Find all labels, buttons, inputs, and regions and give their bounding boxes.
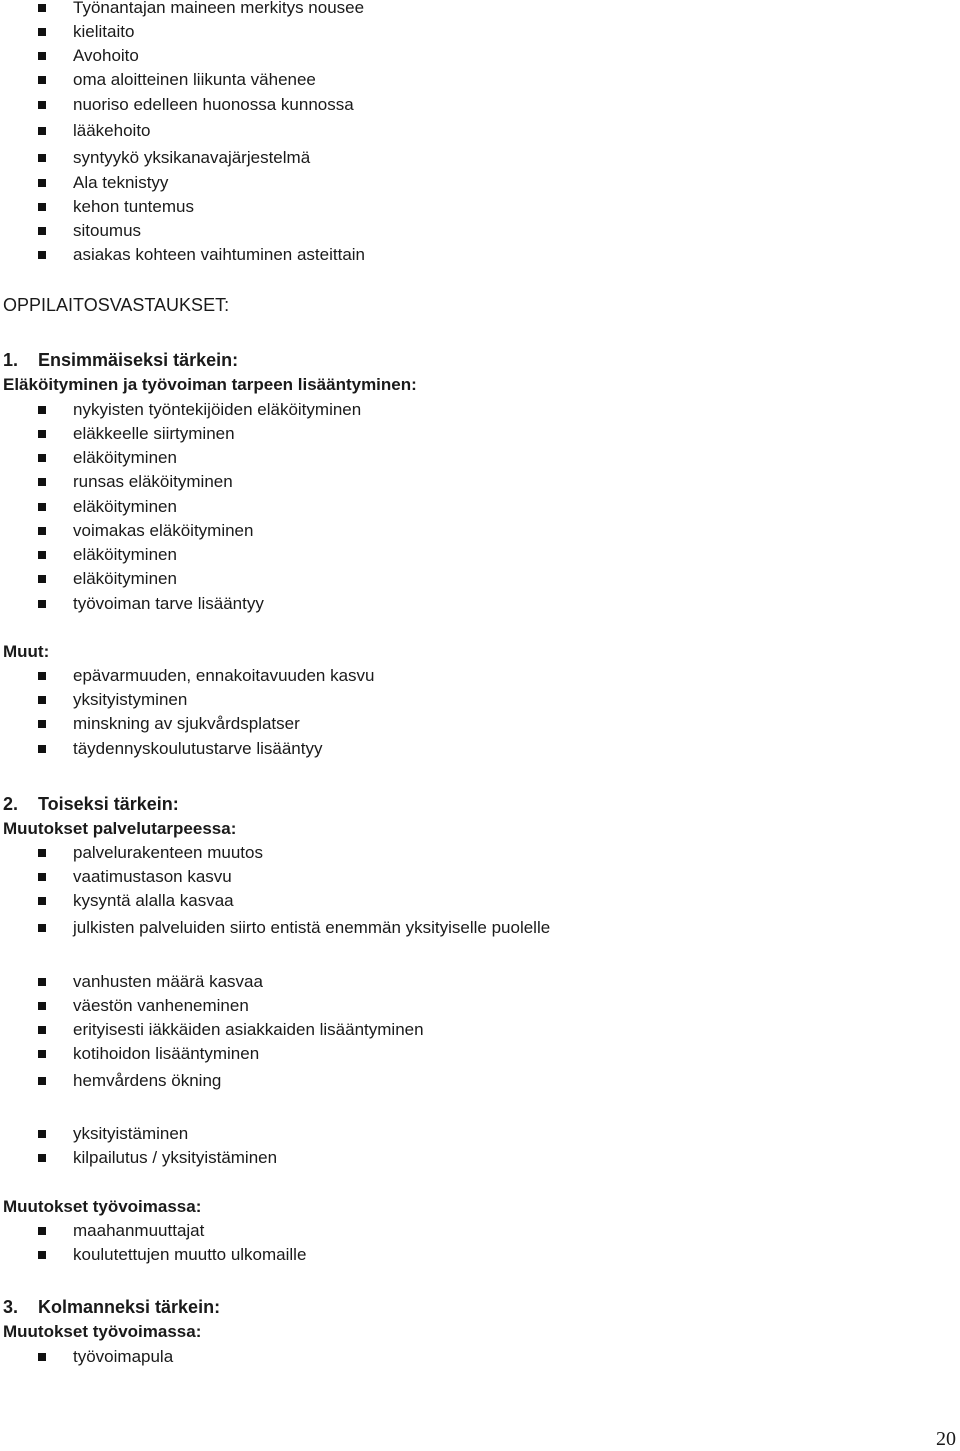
oppilaitos-heading: OPPILAITOSVASTAUKSET: bbox=[3, 295, 230, 315]
square-bullet-icon bbox=[38, 101, 46, 109]
square-bullet-icon bbox=[38, 203, 46, 211]
square-bullet-icon bbox=[38, 503, 46, 511]
page-number: 20 bbox=[936, 1428, 956, 1450]
square-bullet-icon bbox=[38, 478, 46, 486]
square-bullet-icon bbox=[38, 849, 46, 857]
section-1-subheading: Eläköityminen ja työvoiman tarpeen lisääntyminen: bbox=[3, 375, 417, 394]
square-bullet-icon bbox=[38, 672, 46, 680]
square-bullet-icon bbox=[38, 745, 46, 753]
square-bullet-icon bbox=[38, 454, 46, 462]
section-3-subheading: Muutokset työvoimassa: bbox=[3, 1322, 202, 1341]
square-bullet-icon bbox=[38, 1050, 46, 1058]
muut-heading: Muut: bbox=[3, 642, 50, 661]
square-bullet-icon bbox=[38, 600, 46, 608]
square-bullet-icon bbox=[38, 4, 46, 12]
square-bullet-icon bbox=[38, 1353, 46, 1361]
section-2-title: 2. Toiseksi tärkein: bbox=[3, 794, 179, 814]
square-bullet-icon bbox=[38, 406, 46, 414]
square-bullet-icon bbox=[38, 1154, 46, 1162]
square-bullet-icon bbox=[38, 696, 46, 704]
square-bullet-icon bbox=[38, 1227, 46, 1235]
section-1-title: 1. Ensimmäiseksi tärkein: bbox=[3, 350, 239, 370]
square-bullet-icon bbox=[38, 527, 46, 535]
square-bullet-icon bbox=[38, 76, 46, 84]
section-2-subheading-2: Muutokset työvoimassa: bbox=[3, 1197, 202, 1216]
square-bullet-icon bbox=[38, 179, 46, 187]
square-bullet-icon bbox=[38, 873, 46, 881]
square-bullet-icon bbox=[38, 1026, 46, 1034]
square-bullet-icon bbox=[38, 897, 46, 905]
square-bullet-icon bbox=[38, 1077, 46, 1085]
square-bullet-icon bbox=[38, 154, 46, 162]
square-bullet-icon bbox=[38, 227, 46, 235]
square-bullet-icon bbox=[38, 720, 46, 728]
document-page: Työnantajan maineen merkitys nousee kielitaito Avohoito oma aloitteinen liikunta vähenee nuoriso edelleen huonossa kunnossa lääkehoito syntyykö yksikanavajärjestelmä Ala teknistyy kehon tuntemus sitoumus asiakas kohteen vaihtuminen asteittain OPPILAITOSVASTAUKSET: 1. Ensimmäiseksi tärkein: Eläköityminen ja työvoiman tarpeen lisääntyminen: nykyisten työntekijöiden eläköityminen eläkkeelle siirtyminen eläköityminen runsas eläköityminen eläköityminen voimakas eläköityminen eläköityminen eläköityminen työvoiman tarve lisääntyy Muut: epävarmuuden, ennakoitavuuden kasvu yksityistyminen minskning av sjukvårdsplatser täydennyskoulutustarve lisääntyy 2. Toiseksi tärkein: Muutokset palvelutarpeessa: palvelurakenteen muutos vaatimustason kasvu kysyntä alalla kasvaa julkisten palveluiden siirto entistä enemmän yksityiselle puolelle vanhusten määrä kasvaa väestön vanheneminen erityisesti iäkkäiden asiakkaiden lisääntyminen kotihoidon lisääntyminen hemvårdens ökning yksityistäminen kilpailutus / yksityistäminen Muutokset työvoimassa: maahanmuuttajat koulutettujen muutto ulkomaille 3. Kolmanneksi tärkein: Muutokset työvoimassa: työvoimapula 20 bbox=[3, 0, 956, 1450]
square-bullet-icon bbox=[38, 575, 46, 583]
square-bullet-icon bbox=[38, 924, 46, 932]
section-2-subheading: Muutokset palvelutarpeessa: bbox=[3, 819, 237, 838]
square-bullet-icon bbox=[38, 430, 46, 438]
square-bullet-icon bbox=[38, 551, 46, 559]
square-bullet-icon bbox=[38, 127, 46, 135]
square-bullet-icon bbox=[38, 978, 46, 986]
square-bullet-icon bbox=[38, 28, 46, 36]
square-bullet-icon bbox=[38, 52, 46, 60]
square-bullet-icon bbox=[38, 1251, 46, 1259]
square-bullet-icon bbox=[38, 1130, 46, 1138]
square-bullet-icon bbox=[38, 1002, 46, 1010]
section-3-title: 3. Kolmanneksi tärkein: bbox=[3, 1297, 221, 1317]
square-bullet-icon bbox=[38, 251, 46, 259]
